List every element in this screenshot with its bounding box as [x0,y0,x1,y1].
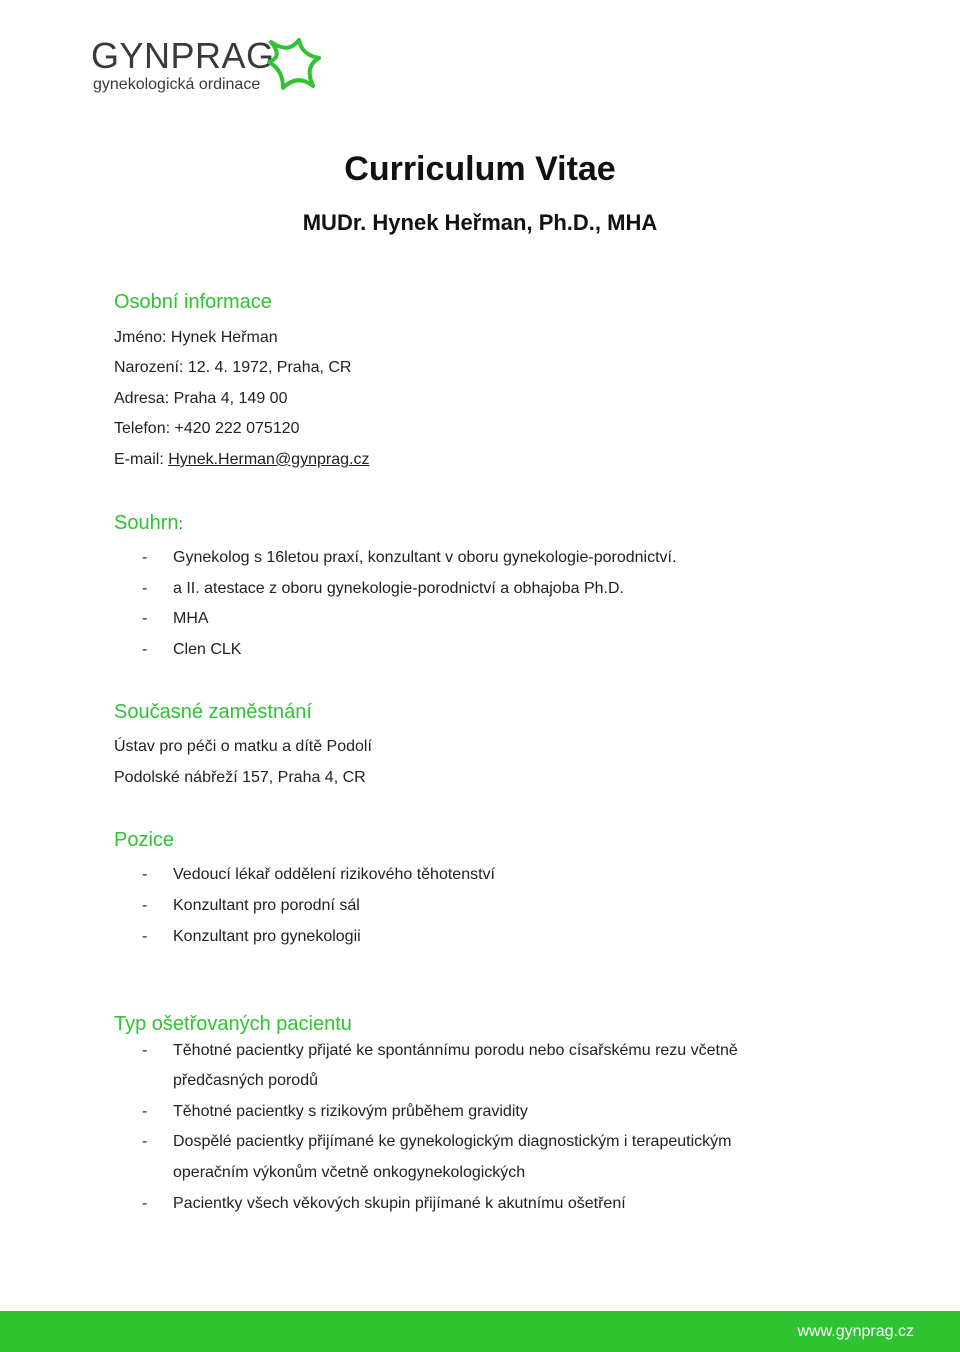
name-label: Jméno: [114,329,167,346]
dash: - [142,1103,148,1120]
phone-value: +420 222 075120 [174,420,300,437]
summary-colon: : [178,516,183,533]
brand-name: GYNPRAG [91,35,275,76]
list-item-text: Pacientky všech věkových skupin přijímané k akutnímu ošetření [173,1195,626,1212]
employment-heading: Současné zaměstnání [114,701,312,723]
email-link[interactable]: Hynek.Herman@gynprag.cz [168,451,370,468]
footer-website-link[interactable]: www.gynprag.cz [797,1323,914,1340]
name-row [114,327,278,349]
name-value: Hynek Heřman [170,329,278,346]
address-row [114,388,287,410]
position-heading: Pozice [114,829,175,851]
personal-heading: Osobní informace [114,291,272,313]
list-item-text: a II. atestace z oboru gynekologie-porodnictví a obhajoba Ph.D. [173,580,624,597]
list-item-text: Konzultant pro porodní sál [173,897,360,914]
page-title: Curriculum Vitae [344,150,616,188]
person-name: MUDr. Hynek Heřman, Ph.D., MHA [302,210,658,235]
dash: - [142,897,148,914]
list-item-continuation: předčasných porodů [173,1072,318,1089]
list-item-continuation: operačním výkonům včetně onkogynekologických [173,1164,526,1181]
dash: - [142,641,148,658]
dash: - [142,610,148,627]
email-label: E-mail: [114,451,164,468]
list-item-text: Gynekolog s 16letou praxí, konzultant v oboru gynekologie-porodnictví. [173,549,677,566]
dash: - [142,1133,148,1150]
dash: - [142,866,148,883]
list-item-text: MHA [173,610,209,627]
brand-logo [90,36,330,98]
dash: - [142,1042,148,1059]
dash: - [142,1195,148,1212]
phone-label: Telefon: [114,420,171,437]
footer-bar [0,1311,960,1352]
employer-name: Ústav pro péči o matku a dítě Podolí [114,738,372,755]
dash: - [142,580,148,597]
phone-row [114,418,300,440]
address-value: Praha 4, 149 00 [173,390,288,407]
star-logo-icon [265,36,323,94]
email-row [114,449,369,471]
employer-address: Podolské nábřeží 157, Praha 4, CR [114,769,366,786]
born-row [114,357,351,379]
list-item-text: Těhotné pacientky s rizikovým průběhem gravidity [173,1103,528,1120]
list-item-text: Vedoucí lékař oddělení rizikového těhotenství [173,866,495,883]
list-item-text: Konzultant pro gynekologii [173,928,361,945]
summary-heading-text: Souhrn [114,512,179,534]
born-label: Narození: [114,359,184,376]
dash: - [142,549,148,566]
summary-heading [114,510,183,538]
born-value: 12. 4. 1972, Praha, CR [187,359,352,376]
list-item-text: Clen CLK [173,641,242,658]
list-item-text: Dospělé pacientky přijímané ke gynekologickým diagnostickým i terapeutickým [173,1133,732,1150]
dash: - [142,928,148,945]
brand-tagline: gynekologická ordinace [93,76,261,93]
address-label: Adresa: [114,390,170,407]
patients-heading: Typ ošetřovaných pacientu [114,1013,352,1035]
list-item-text: Těhotné pacientky přijaté ke spontánnímu porodu nebo císařskému rezu včetně [173,1042,738,1059]
